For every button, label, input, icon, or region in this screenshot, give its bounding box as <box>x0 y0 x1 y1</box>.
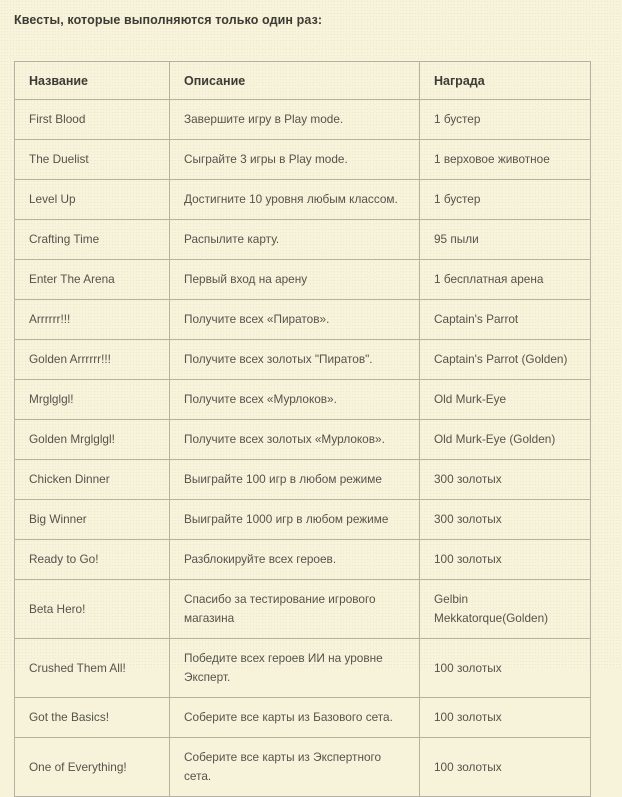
quest-reward-cell: 1 верховое животное <box>420 140 591 180</box>
table-row <box>15 698 591 738</box>
quest-description-cell: Победите всех героев ИИ на уровне Эксперт. <box>170 639 420 698</box>
quest-reward-cell: Captain's Parrot <box>420 300 591 340</box>
table-header-row <box>15 62 591 100</box>
page-title: Квесты, которые выполняются только один раз: <box>14 13 323 27</box>
quest-name-cell: Beta Hero! <box>15 580 170 639</box>
table-row <box>15 220 591 260</box>
quest-reward-cell: 1 бесплатная арена <box>420 260 591 300</box>
quest-description-cell: Соберите все карты из Базового сета. <box>170 698 420 738</box>
quest-reward-cell: 100 золотых <box>420 639 591 698</box>
quest-description-cell: Получите всех «Пиратов». <box>170 300 420 340</box>
table-row <box>15 140 591 180</box>
quest-description-cell: Выиграйте 100 игр в любом режиме <box>170 460 420 500</box>
quest-name-cell: Ready to Go! <box>15 540 170 580</box>
quest-description-cell: Достигните 10 уровня любым классом. <box>170 180 420 220</box>
table-row <box>15 300 591 340</box>
quest-name-cell: Crafting Time <box>15 220 170 260</box>
quest-reward-cell: 100 золотых <box>420 698 591 738</box>
quest-description-cell: Получите всех золотых "Пиратов". <box>170 340 420 380</box>
table-row <box>15 260 591 300</box>
quest-description-cell: Спасибо за тестирование игрового магазина <box>170 580 420 639</box>
quest-description-cell: Получите всех «Мурлоков». <box>170 380 420 420</box>
quests-table-head <box>15 62 591 100</box>
table-row <box>15 380 591 420</box>
quest-name-cell: Crushed Them All! <box>15 639 170 698</box>
table-row <box>15 340 591 380</box>
quest-reward-cell: Old Murk-Eye (Golden) <box>420 420 591 460</box>
quest-name-cell: First Blood <box>15 100 170 140</box>
quest-description-cell: Завершите игру в Play mode. <box>170 100 420 140</box>
quest-reward-cell: 1 бустер <box>420 100 591 140</box>
quest-name-cell: Level Up <box>15 180 170 220</box>
quest-name-cell: Got the Basics! <box>15 698 170 738</box>
quest-name-cell: Enter The Arena <box>15 260 170 300</box>
table-row <box>15 540 591 580</box>
quest-reward-cell: 100 золотых <box>420 738 591 797</box>
quest-name-cell: Golden Arrrrrr!!! <box>15 340 170 380</box>
table-row <box>15 738 591 797</box>
column-header-reward: Награда <box>420 62 591 100</box>
quest-description-cell: Выиграйте 1000 игр в любом режиме <box>170 500 420 540</box>
quest-name-cell: Mrglglgl! <box>15 380 170 420</box>
quest-reward-cell: Old Murk-Eye <box>420 380 591 420</box>
table-row <box>15 180 591 220</box>
quest-name-cell: One of Everything! <box>15 738 170 797</box>
table-row <box>15 420 591 460</box>
quests-table-body <box>15 100 591 797</box>
quest-description-cell: Распылите карту. <box>170 220 420 260</box>
quest-name-cell: Chicken Dinner <box>15 460 170 500</box>
table-row <box>15 460 591 500</box>
quest-reward-cell: 95 пыли <box>420 220 591 260</box>
table-row <box>15 100 591 140</box>
quests-table <box>14 61 591 797</box>
quest-reward-cell: 1 бустер <box>420 180 591 220</box>
quest-reward-cell: 100 золотых <box>420 540 591 580</box>
quest-reward-cell: Gelbin Mekkatorque(Golden) <box>420 580 591 639</box>
quest-name-cell: Arrrrrr!!! <box>15 300 170 340</box>
quest-description-cell: Первый вход на арену <box>170 260 420 300</box>
column-header-description: Описание <box>170 62 420 100</box>
quests-table-container <box>0 28 622 797</box>
quest-description-cell: Сыграйте 3 игры в Play mode. <box>170 140 420 180</box>
table-row <box>15 500 591 540</box>
table-row <box>15 580 591 639</box>
table-row <box>15 639 591 698</box>
quest-description-cell: Разблокируйте всех героев. <box>170 540 420 580</box>
quest-reward-cell: Captain's Parrot (Golden) <box>420 340 591 380</box>
quest-name-cell: Golden Mrglglgl! <box>15 420 170 460</box>
quest-reward-cell: 300 золотых <box>420 500 591 540</box>
quest-name-cell: Big Winner <box>15 500 170 540</box>
quest-description-cell: Соберите все карты из Экспертного сета. <box>170 738 420 797</box>
quest-description-cell: Получите всех золотых «Мурлоков». <box>170 420 420 460</box>
column-header-name: Название <box>15 62 170 100</box>
quest-name-cell: The Duelist <box>15 140 170 180</box>
quest-reward-cell: 300 золотых <box>420 460 591 500</box>
